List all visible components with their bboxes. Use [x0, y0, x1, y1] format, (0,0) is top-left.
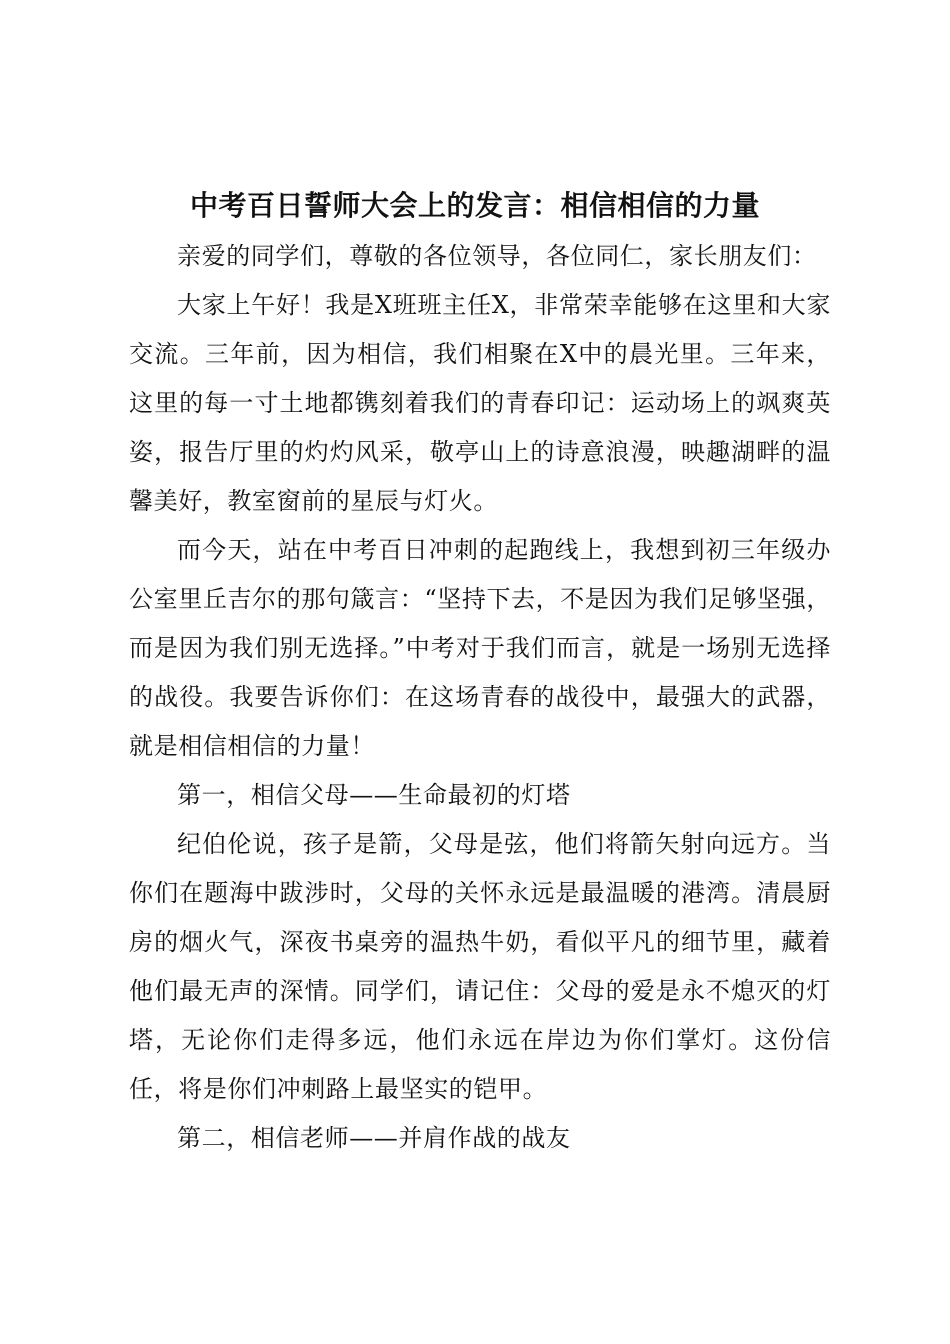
paragraph-parents: 纪伯伦说，孩子是箭，父母是弦，他们将箭矢射向远方。当你们在题海中跋涉时，父母的关怀永远是最温暖的港湾。清晨厨房的烟火气，深夜书桌旁的温热牛奶，看似平凡的细节里，藏着他们最无声的深情。同学们，请记住：父母的爱是永不熄灭的灯塔，无论你们走得多远，他们永远在岸边为你们掌灯。这份信任，将是你们冲刺路上最坚实的铠甲。 — [129, 830, 831, 1103]
section-heading-parents: 第一，相信父母——生命最初的灯塔 — [177, 781, 571, 809]
document-body — [129, 232, 831, 1163]
paragraph-introduction: 大家上午好！我是X班班主任X，非常荣幸能够在这里和大家交流。三年前，因为相信，我们相聚在X中的晨光里。三年来，这里的每一寸土地都镌刻着我们的青春印记：运动场上的飒爽英姿，报告厅里的灼灼风采，敬亭山上的诗意浪漫，映趣湖畔的温馨美好，教室窗前的星辰与灯火。 — [129, 291, 831, 515]
paragraph-greeting: 亲爱的同学们，尊敬的各位领导，各位同仁，家长朋友们： — [177, 242, 817, 270]
document-title: 中考百日誓师大会上的发言：相信相信的力量 — [189, 189, 760, 222]
section-heading-teachers: 第二，相信老师——并肩作战的战友 — [177, 1124, 571, 1152]
paragraph-today: 而今天，站在中考百日冲刺的起跑线上，我想到初三年级办公室里丘吉尔的那句箴言：“坚持下去，不是因为我们足够坚强，而是因为我们别无选择。”中考对于我们而言，就是一场别无选择的战役。我要告诉你们：在这场青春的战役中，最强大的武器，就是相信相信的力量！ — [129, 536, 831, 760]
